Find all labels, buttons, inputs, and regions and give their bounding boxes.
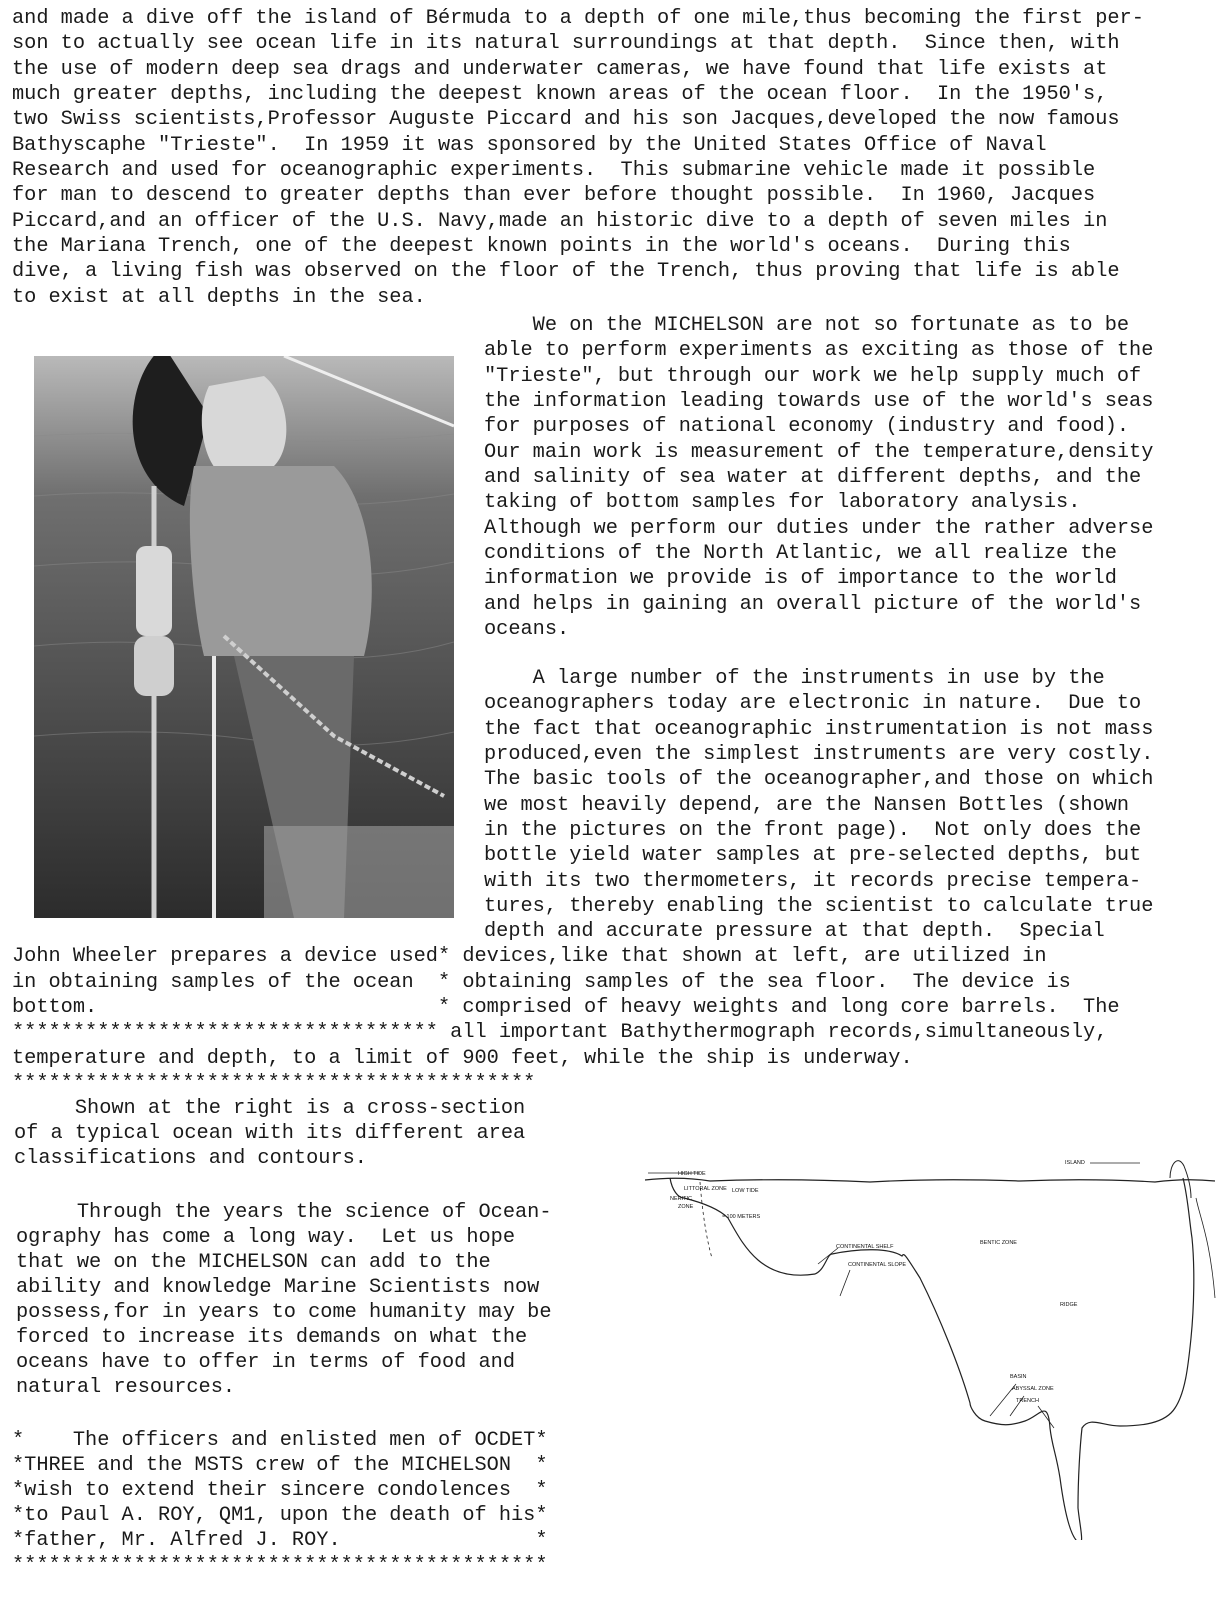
sea-surface-line: [645, 1178, 1215, 1182]
text-line: *********************************** all important Bathythermograph records,simultaneously,: [12, 1021, 1108, 1044]
text-line: natural resources.: [16, 1376, 236, 1399]
shelf-break-line: [700, 1182, 712, 1258]
text-line: conditions of the North Atlantic, we all realize the: [484, 542, 1117, 565]
label-neritic: NERITIC: [670, 1196, 692, 1202]
text-line: Piccard,and an officer of the U.S. Navy,made an historic dive to a depth of seven miles in: [12, 210, 1108, 233]
text-line: and made a dive off the island of Bérmuda to a depth of one mile,thus becoming the first per-: [12, 7, 1144, 30]
text-line: Shown at the right is a cross-section: [14, 1097, 526, 1120]
right-margin-line: [1196, 1198, 1215, 1298]
text-line: *to Paul A. ROY, QM1, upon the death of his*: [12, 1504, 548, 1527]
text-line: bottle yield water samples at pre-selected depths, but: [484, 844, 1142, 867]
text-line: classifications and contours.: [14, 1147, 367, 1170]
ocean-cross-section-diagram: [640, 1150, 1220, 1540]
label-low-tide: LOW TIDE: [732, 1188, 759, 1194]
text-line: son to actually see ocean life in its natural surroundings at that depth. Since then, with: [12, 32, 1120, 55]
text-line: we most heavily depend, are the Nansen Bottles (shown: [484, 794, 1130, 817]
label-benthic-zone: BENTIC ZONE: [980, 1240, 1017, 1246]
text-line: * The officers and enlisted men of OCDET*: [12, 1429, 548, 1452]
label-abyssal-zone: ABYSSAL ZONE: [1012, 1386, 1054, 1392]
text-line: Although we perform our duties under the rather adverse: [484, 517, 1154, 540]
text-line: *father, Mr. Alfred J. ROY. *: [12, 1529, 548, 1552]
photo-john-wheeler: [34, 356, 454, 918]
text-line: the information leading towards use of the world's seas: [484, 390, 1154, 413]
text-line: information we provide is of importance to the world: [484, 567, 1117, 590]
text-line: depth and accurate pressure at that depth. Special: [484, 920, 1105, 943]
trench-arrow: [1038, 1406, 1054, 1428]
label-trench: TRENCH: [1016, 1398, 1039, 1404]
text-line: oceans have to offer in terms of food and: [16, 1351, 515, 1374]
text-line: ability and knowledge Marine Scientists now: [16, 1276, 540, 1299]
text-line: Our main work is measurement of the temperature,density: [484, 441, 1154, 464]
text-line: the Mariana Trench, one of the deepest known points in the world's oceans. During this: [12, 235, 1071, 258]
text-line: temperature and depth, to a limit of 900 feet, while the ship is underway.: [12, 1047, 913, 1070]
text-line: for man to descend to greater depths than ever before thought possible. In 1960, Jacques: [12, 184, 1096, 207]
text-line: We on the MICHELSON are not so fortunate as to be: [484, 314, 1130, 337]
text-line: produced,even the simplest instruments are very costly.: [484, 743, 1154, 766]
text-line: the use of modern deep sea drags and underwater cameras, we have found that life exists at: [12, 58, 1108, 81]
text-line: ography has come a long way. Let us hope: [16, 1226, 515, 1249]
label-island: ISLAND: [1065, 1160, 1085, 1166]
text-line: for purposes of national economy (industry and food).: [484, 415, 1130, 438]
label-100-meters: ≈ 100 METERS: [722, 1214, 761, 1220]
text-line: John Wheeler prepares a device used* devices,like that shown at left, are utilized in: [12, 945, 1047, 968]
text-line: of a typical ocean with its different area: [14, 1122, 526, 1145]
text-line: "Trieste", but through our work we help supply much of: [484, 365, 1142, 388]
shelf-arrow: [818, 1248, 838, 1264]
text-line: to exist at all depths in the sea.: [12, 286, 426, 309]
text-line: in the pictures on the front page). Not only does the: [484, 819, 1142, 842]
text-line: oceanographers today are electronic in nature. Due to: [484, 692, 1142, 715]
text-line: *THREE and the MSTS crew of the MICHELSON *: [12, 1454, 548, 1477]
text-line: able to perform experiments as exciting as those of the: [484, 339, 1154, 362]
text-line: taking of bottom samples for laboratory analysis.: [484, 491, 1081, 514]
label-basin: BASIN: [1010, 1374, 1027, 1380]
text-line: and helps in gaining an overall picture of the world's: [484, 593, 1142, 616]
seafloor-profile: [670, 1178, 1194, 1540]
text-line: much greater depths, including the deepest known areas of the ocean floor. In the 1950's,: [12, 83, 1108, 106]
text-line: Bathyscaphe "Trieste". In 1959 it was sponsored by the United States Office of Naval: [12, 134, 1047, 157]
text-line: forced to increase its demands on what the: [16, 1326, 528, 1349]
text-line: Through the years the science of Ocean-: [16, 1201, 552, 1224]
text-line: *wish to extend their sincere condolences *: [12, 1479, 548, 1502]
text-line: A large number of the instruments in use by the: [484, 667, 1105, 690]
text-line: oceans.: [484, 618, 570, 641]
text-line: with its two thermometers, it records precise tempera-: [484, 870, 1142, 893]
text-line: possess,for in years to come humanity may be: [16, 1301, 552, 1324]
label-continental-shelf: CONTINENTAL SHELF: [836, 1244, 894, 1250]
text-line: The basic tools of the oceanographer,and those on which: [484, 768, 1154, 791]
asterisk-divider: ********************************************: [12, 1554, 548, 1577]
text-line: the fact that oceanographic instrumentation is not mass: [484, 718, 1154, 741]
asterisk-divider: *******************************************: [12, 1072, 536, 1095]
slope-arrow: [840, 1270, 850, 1296]
text-line: that we on the MICHELSON can add to the: [16, 1251, 491, 1274]
text-line: Research and used for oceanographic experiments. This submarine vehicle made it possible: [12, 159, 1096, 182]
label-littoral-zone: LITTORAL ZONE: [684, 1186, 727, 1192]
label-neritic-zone: ZONE: [678, 1204, 694, 1210]
label-ridge: RIDGE: [1060, 1302, 1078, 1308]
text-line: in obtaining samples of the ocean * obtaining samples of the sea floor. The device is: [12, 971, 1071, 994]
text-line: and salinity of sea water at different depths, and the: [484, 466, 1142, 489]
text-line: dive, a living fish was observed on the floor of the Trench, thus proving that life is able: [12, 260, 1120, 283]
text-line: tures, thereby enabling the scientist to calculate true: [484, 895, 1154, 918]
label-high-tide: HIGH TIDE: [678, 1171, 706, 1177]
label-continental-slope: CONTINENTAL SLOPE: [848, 1262, 907, 1268]
text-line: bottom. * comprised of heavy weights and long core barrels. The: [12, 996, 1120, 1019]
text-line: two Swiss scientists,Professor Auguste Piccard and his son Jacques,developed the now famous: [12, 108, 1120, 131]
